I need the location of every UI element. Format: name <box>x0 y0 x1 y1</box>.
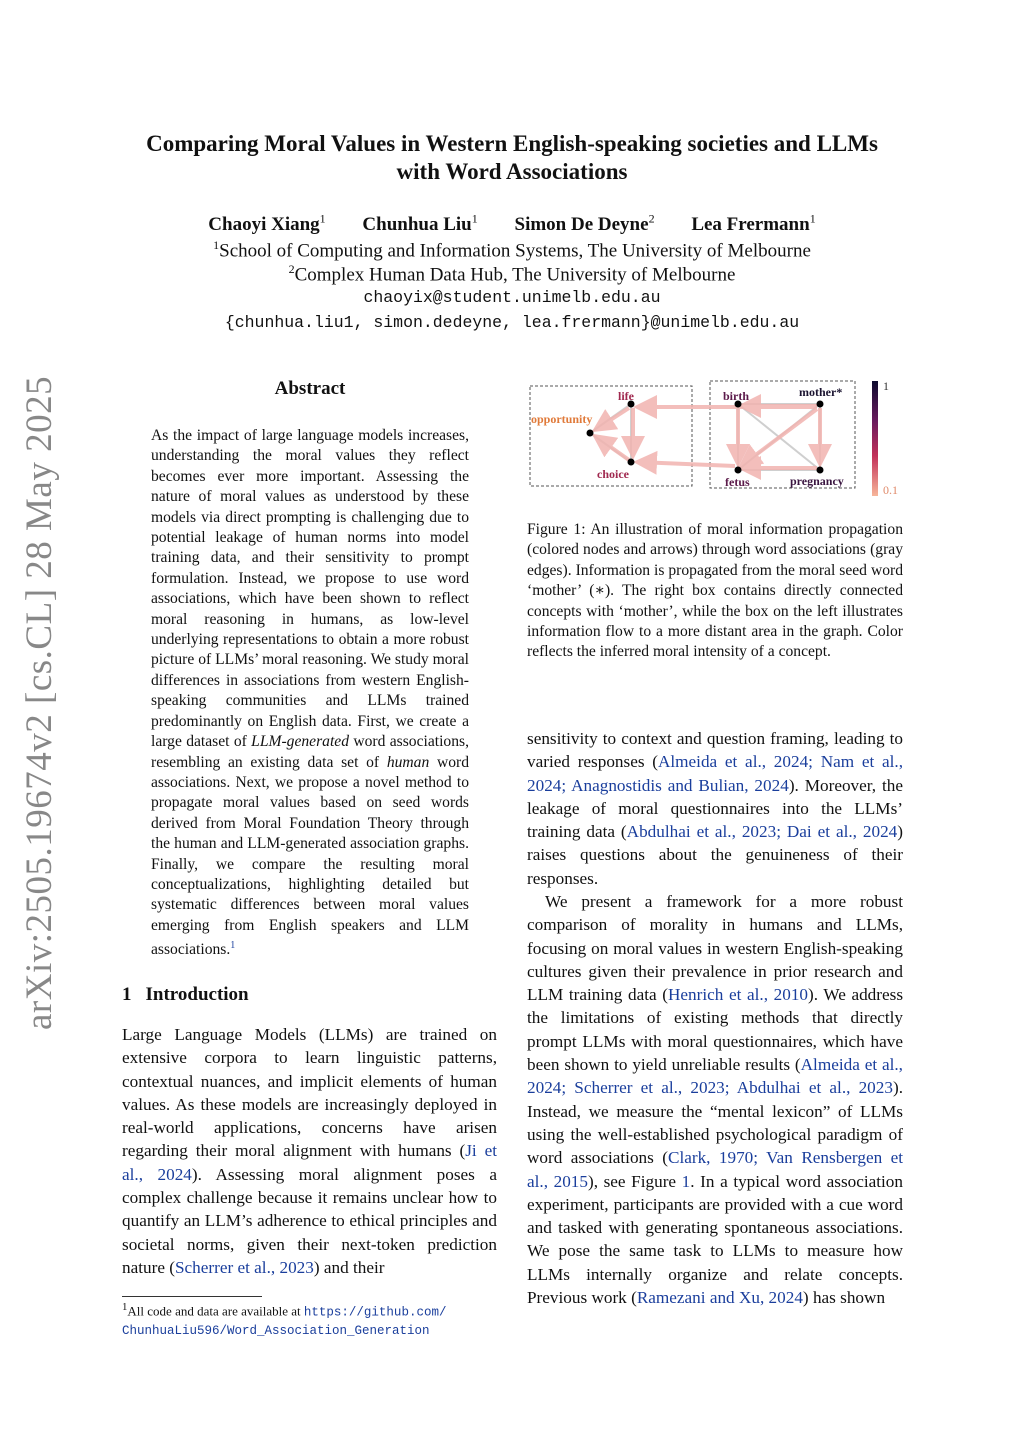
footnote-link[interactable]: 1 <box>230 940 236 952</box>
author: Chunhua Liu$^1$ <box>362 212 478 236</box>
label-opportunity: opportunity <box>531 412 593 426</box>
abstract-text: As the impact of large language models increases, understanding the moral values they reflect becomes ever more important. Assessing the nature of moral values as understood by these models via direct prompting is challenging due to potential leakage of human norms into model training data, and their sensitivity to prompt formulation. Instead, we propose to use word associations, which have been shown to reflect moral reasoning in humans, as low-level underlying representations to obtain a more robust picture of LLMs’ moral reasoning. We study moral differences in associations from western English-speaking communities and LLMs trained predominantly on English data. First, we create a large dataset of LLM-generated word associations, resembling an existing data set of human word associations. Next, we propose a novel method to propagate moral values based on seed words derived from Moral Foundation Theory through the human and LLM-generated association graphs. Finally, we compare the resulting moral conceptualizations, highlighting detailed but systematic differences between moral values emerging from English speakers and LLM associations.$^1$ <box>151 427 470 959</box>
title-line-1: Comparing Moral Values in Western English-speaking societies and LLMs <box>146 131 878 156</box>
footnote-url[interactable]: https://github.com/ <box>303 1305 447 1320</box>
node-opportunity <box>587 430 594 437</box>
intro-paragraph-left: Large Language Models (LLMs) are trained on extensive corpora to learn linguistic patterns, contextual nuances, and implicit elements of human values. As these models are increasingly deployed in real-world applications, concerns have arisen regarding their moral alignment with humans (Ji et al., 2024). Assessing moral alignment poses a complex challenge because it remains unclear how to quantify an LLM’s adherence to ethical principles and societal norms, given their next-token prediction nature (Scherrer et al., 2023) and their <box>122 1025 497 1277</box>
footnote-url[interactable]: ChunhuaLiu596/Word_Association_Generation <box>122 1324 430 1339</box>
association-edges <box>590 404 820 470</box>
section-heading: 1 Introduction <box>122 984 249 1005</box>
email: {chunhua.liu1, simon.dedeyne, lea.frermann}@unimelb.edu.au <box>224 313 800 332</box>
affiliation: $^2$Complex Human Data Hub, The University of Melbourne <box>288 262 736 286</box>
abstract-heading: Abstract <box>274 378 346 399</box>
label-pregnancy: pregnancy <box>790 474 844 488</box>
author-list <box>0 212 1024 236</box>
figure-caption: Figure 1: An illustration of moral information propagation (colored nodes and arrows) through word associations (gray edges). Information is propagated from the moral seed word ‘mother’ (∗). The right box contains directly connected concepts with ‘mother’, while the box on the left illustrates information flow to a more distant area in the graph. Color reflects the inferred moral intensity of a concept. <box>527 521 903 661</box>
citation-link[interactable]: Scherrer et al., 2023 <box>174 1257 314 1277</box>
affiliation: $^1$School of Computing and Information Systems, The University of Melbourne <box>213 238 811 262</box>
citation-link[interactable]: Henrich et al., 2010 <box>667 985 809 1005</box>
moral-propagation-graph <box>527 376 907 501</box>
author: Simon De Deyne$^2$ <box>514 212 655 236</box>
intro-paragraph-right-2: We present a framework for a more robust comparison of morality in humans and LLMs, focusing on moral values in western English-speaking cultures given their prevalence in prior research and LLM training data (Henrich et al., 2010). We address the limitations of existing methods that directly prompt LLMs with moral questionnaires, which have been shown to yield unreliable results (Almeida et al., 2024; Scherrer et al., 2023; Abdulhai et al., 2023). Instead, we measure the “mental lexicon” of LLMs using the well-established psychological paradigm of word associations (Clark, 1970; Van Rensbergen et al., 2015), see Figure 1. In a typical word association experiment, participants are provided with a cue word and tasked with generating spontaneous associations. We pose the same task to LLMs to measure how LLMs internally organize and relate concepts. Previous work (Ramezani and Xu, 2024) has shown <box>527 892 904 1308</box>
title-line-2: with Word Associations <box>396 159 628 184</box>
node-mother <box>817 401 824 408</box>
footnote-rule <box>122 1296 262 1297</box>
label-fetus: fetus <box>725 475 750 489</box>
email: chaoyix@student.unimelb.edu.au <box>363 288 661 307</box>
node-choice <box>628 459 635 466</box>
label-birth: birth <box>723 389 750 403</box>
figure-1 <box>527 376 907 501</box>
label-choice: choice <box>597 467 629 481</box>
arxiv-identifier: arXiv:2505.19674v2 [cs.CL] 28 May 2025 <box>19 375 60 1030</box>
colorbar <box>872 381 878 496</box>
citation-link[interactable]: Clark, 1970; Van Rensbergen et al., 2015 <box>527 1148 904 1191</box>
author: Lea Frermann$^1$ <box>691 212 816 236</box>
node-fetus <box>735 467 742 474</box>
colorbar-max: 1 <box>883 379 889 393</box>
citation-link[interactable]: Ji et al., 2024 <box>122 1141 497 1184</box>
citation-link[interactable]: Abdulhai et al., 2023; Dai et al., 2024 <box>626 822 898 842</box>
intro-paragraph-right-1: sensitivity to context and question framing, leading to varied responses (Almeida et al., 2024; Nam et al., 2024; Anagnostidis and Bulian, 2024). Moreover, the leakage of moral questionnaires into the LLMs’ training data (Abdulhai et al., 2023; Dai et al., 2024) raises questions about the genuineness of their responses. <box>527 729 903 888</box>
citation-link[interactable]: Almeida et al., 2024; Nam et al., 2024; Anagnostidis and Bulian, 2024 <box>527 752 903 795</box>
colorbar-min: 0.1 <box>883 483 898 497</box>
paper-title <box>0 130 1024 186</box>
figure-ref-link[interactable]: 1 <box>681 1171 691 1191</box>
citation-link[interactable]: Almeida et al., 2024; Scherrer et al., 2023; Abdulhai et al., 2023 <box>527 1055 903 1098</box>
footnote: $^1$All code and data are available at https://github.com/ ChunhuaLiu596/Word_Association_Generation <box>122 1301 447 1339</box>
label-life: life <box>618 389 634 403</box>
label-mother: mother* <box>799 385 843 399</box>
node-pregnancy <box>817 467 824 474</box>
propagation-arrows <box>595 406 820 468</box>
author: Chaoyi Xiang$^1$ <box>208 212 326 236</box>
citation-link[interactable]: Ramezani and Xu, 2024 <box>636 1288 803 1308</box>
